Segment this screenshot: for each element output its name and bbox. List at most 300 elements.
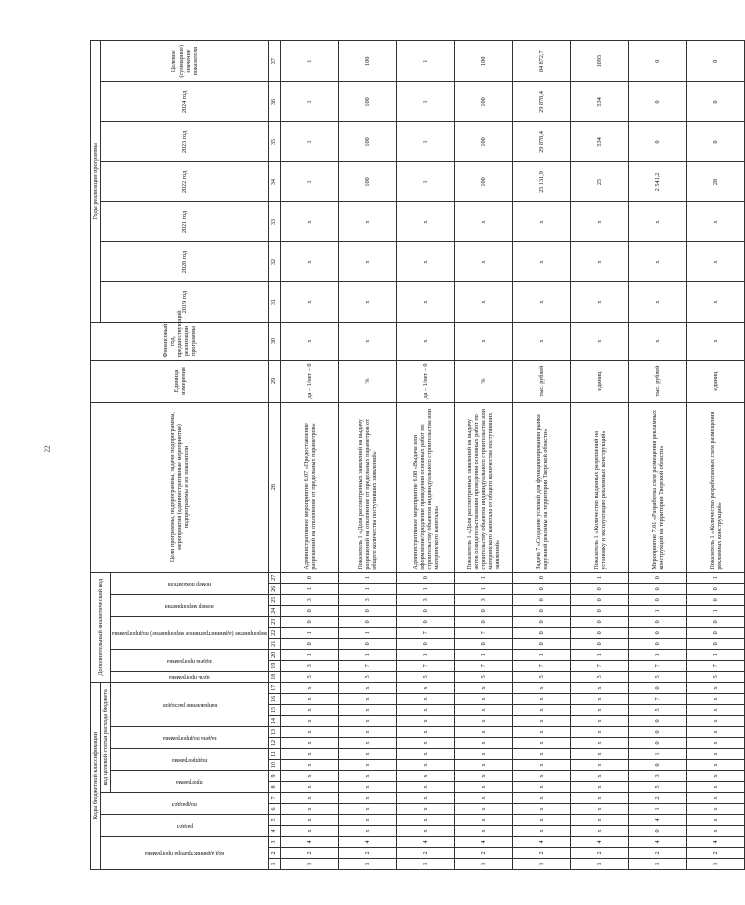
column-number-cell: 36 — [269, 82, 281, 122]
year-2020-cell: х — [281, 242, 339, 282]
column-number-cell: 5 — [269, 815, 281, 826]
code-cell: 5 — [513, 671, 571, 682]
code-cell: х — [455, 682, 513, 693]
code-cell: 0 — [397, 572, 455, 583]
code-cell: х — [571, 782, 629, 793]
code-cell: 0 — [397, 605, 455, 616]
code-cell: х — [397, 749, 455, 760]
code-cell: х — [281, 826, 339, 837]
code-cell: х — [513, 716, 571, 727]
year-2022-cell: 28 — [687, 162, 745, 202]
code-cell: х — [281, 782, 339, 793]
task-code-header: задача программы — [111, 649, 269, 671]
code-cell: х — [687, 760, 745, 771]
column-number-cell: 37 — [269, 41, 281, 82]
unit-cell: % — [339, 360, 397, 402]
code-cell: х — [281, 760, 339, 771]
column-number-cell: 12 — [269, 738, 281, 749]
code-cell: 0 — [455, 638, 513, 649]
code-cell: х — [339, 716, 397, 727]
year-2021-cell: х — [455, 202, 513, 242]
year-2020-cell: х — [513, 242, 571, 282]
name-header: Цели программы, подпрограммы, задачи подпрограммы, мероприятия (административные мероприятия) подпрограммы и их показатели — [91, 402, 269, 572]
code-cell: 0 — [513, 638, 571, 649]
code-cell: 0 — [571, 605, 629, 616]
code-cell: 1 — [629, 749, 687, 760]
code-cell: х — [455, 771, 513, 782]
code-cell: х — [687, 705, 745, 716]
target-cell: 1093 — [571, 41, 629, 82]
code-cell: 0 — [629, 572, 687, 583]
year-2021-cell: х — [687, 202, 745, 242]
code-cell: 2 — [687, 848, 745, 859]
code-cell: 1 — [455, 859, 513, 870]
goal-code-header: цель программы — [111, 671, 269, 682]
code-cell: х — [687, 826, 745, 837]
code-cell: х — [339, 815, 397, 826]
code-cell: 3 — [281, 660, 339, 671]
indicator-no-header: номер показателя — [111, 572, 269, 594]
code-cell: х — [397, 826, 455, 837]
year-2019-cell: х — [687, 282, 745, 322]
code-cell: х — [281, 749, 339, 760]
code-cell: х — [339, 682, 397, 693]
column-number-cell: 7 — [269, 793, 281, 804]
code-cell: 0 — [513, 627, 571, 638]
code-cell: х — [455, 694, 513, 705]
year-2022-cell: 100 — [455, 162, 513, 202]
name-cell: Показатель 1 «Количество выданных разрешений на установку и эксплуатацию рекламных конструкций» — [571, 402, 629, 572]
code-cell: 4 — [455, 837, 513, 848]
code-cell: х — [513, 815, 571, 826]
target-cell: 1 — [281, 41, 339, 82]
code-cell: 1 — [629, 649, 687, 660]
code-cell: х — [513, 727, 571, 738]
code-cell: х — [339, 771, 397, 782]
code-cell: 4 — [281, 837, 339, 848]
unit-cell: тыс. рублей — [513, 360, 571, 402]
year-2024-cell: 534 — [571, 82, 629, 122]
code-cell: х — [513, 793, 571, 804]
code-cell: 0 — [571, 583, 629, 594]
fin-year-cell: х — [513, 322, 571, 360]
code-cell: 5 — [571, 671, 629, 682]
code-cell: 1 — [629, 605, 687, 616]
code-cell: х — [281, 815, 339, 826]
year-2022-header: 2022 год — [101, 162, 269, 202]
code-cell: х — [397, 694, 455, 705]
unit-cell: да – 1/нет – 0 — [281, 360, 339, 402]
year-2023-cell: 1 — [397, 122, 455, 162]
code-cell: 4 — [629, 837, 687, 848]
code-cell: 1 — [339, 583, 397, 594]
code-cell: х — [397, 738, 455, 749]
code-cell: 1 — [339, 859, 397, 870]
unit-cell: % — [455, 360, 513, 402]
year-2019-cell: х — [571, 282, 629, 322]
code-cell: х — [397, 771, 455, 782]
year-2024-cell: 100 — [455, 82, 513, 122]
budget-codes-header: Коды бюджетной классификации — [91, 682, 101, 869]
code-cell: 1 — [397, 583, 455, 594]
year-2020-cell: х — [687, 242, 745, 282]
code-cell: 4 — [687, 837, 745, 848]
fin-year-cell: х — [339, 322, 397, 360]
code-cell: 0 — [687, 627, 745, 638]
code-cell: 3 — [339, 594, 397, 605]
years-group-header: Годы реализации программы — [91, 41, 101, 323]
year-2022-cell: 1 — [281, 162, 339, 202]
column-number-cell: 33 — [269, 202, 281, 242]
year-2023-cell: 534 — [571, 122, 629, 162]
code-cell: 7 — [513, 660, 571, 671]
code-cell: 0 — [629, 738, 687, 749]
year-2023-cell: 0 — [687, 122, 745, 162]
year-2021-cell: х — [571, 202, 629, 242]
article-code-header: код целевой статьи расхода бюджета — [101, 682, 111, 792]
column-number-cell: 25 — [269, 594, 281, 605]
year-2019-cell: х — [513, 282, 571, 322]
code-cell: х — [571, 793, 629, 804]
year-2024-cell: 1 — [281, 82, 339, 122]
code-cell: х — [571, 826, 629, 837]
subsection-header: подраздел — [101, 793, 269, 815]
code-cell: х — [397, 705, 455, 716]
column-number-cell: 34 — [269, 162, 281, 202]
code-cell: 4 — [339, 837, 397, 848]
unit-cell: тыс. рублей — [629, 360, 687, 402]
year-2019-cell: х — [455, 282, 513, 322]
page-number: 22 — [43, 445, 52, 453]
code-cell: 2 — [281, 848, 339, 859]
unit-header: Единица измерения — [91, 360, 269, 402]
code-cell: х — [455, 815, 513, 826]
name-cell: Показатель 1 «Доля рассмотренных заявлений на выдачу разрешений на отклонение от предельных параметров от общего количества поступивших заявлений» — [339, 402, 397, 572]
code-cell: х — [513, 749, 571, 760]
code-cell: х — [339, 793, 397, 804]
column-number-cell: 9 — [269, 771, 281, 782]
code-cell: х — [571, 760, 629, 771]
code-cell: 0 — [513, 594, 571, 605]
code-cell: х — [571, 815, 629, 826]
code-cell: 0 — [629, 760, 687, 771]
code-cell: х — [281, 793, 339, 804]
code-cell: 5 — [281, 671, 339, 682]
column-number-cell: 8 — [269, 782, 281, 793]
code-cell: х — [339, 727, 397, 738]
code-cell: 1 — [281, 583, 339, 594]
name-cell: Административное мероприятие 6.08 «Выдача или оформление/продление проведения основных работ по строительству объектов индивидуального строительства или материнского капитала» — [397, 402, 455, 572]
table-row — [629, 41, 687, 870]
column-number-cell: 1 — [269, 859, 281, 870]
column-number-row — [269, 41, 281, 870]
code-cell: 0 — [513, 616, 571, 627]
year-2021-cell: х — [281, 202, 339, 242]
code-cell: 1 — [397, 649, 455, 660]
name-cell: Задача 7 «Создание условий для функционирования рынка наружной рекламы на территории Тверской области» — [513, 402, 571, 572]
year-2021-cell: х — [397, 202, 455, 242]
direction-code-header: направление расходов — [111, 682, 269, 726]
table-row — [571, 41, 629, 870]
code-cell: 0 — [629, 616, 687, 627]
year-2021-cell: х — [339, 202, 397, 242]
year-2019-cell: х — [281, 282, 339, 322]
code-cell: 7 — [455, 660, 513, 671]
code-cell: 0 — [571, 638, 629, 649]
code-cell: 2 — [629, 793, 687, 804]
code-cell: х — [339, 826, 397, 837]
code-cell: 0 — [281, 616, 339, 627]
code-cell: х — [281, 705, 339, 716]
code-cell: х — [397, 815, 455, 826]
column-number-cell: 10 — [269, 760, 281, 771]
code-cell: х — [687, 782, 745, 793]
code-cell: х — [281, 727, 339, 738]
code-cell: 0 — [513, 605, 571, 616]
name-cell: Мероприятие 7.01 «Разработка схем размещения рекламных конструкций на территории Тверской области» — [629, 402, 687, 572]
code-cell: 4 — [397, 837, 455, 848]
year-2022-cell: 2 541,2 — [629, 162, 687, 202]
code-cell: 0 — [687, 594, 745, 605]
year-2019-cell: х — [397, 282, 455, 322]
code-cell: х — [687, 771, 745, 782]
year-2023-cell: 0 — [629, 122, 687, 162]
column-number-cell: 17 — [269, 682, 281, 693]
column-number-cell: 14 — [269, 716, 281, 727]
column-number-cell: 35 — [269, 122, 281, 162]
code-cell: х — [513, 760, 571, 771]
fin-year-cell: х — [629, 322, 687, 360]
code-cell: 0 — [629, 583, 687, 594]
code-cell: 2 — [629, 848, 687, 859]
task-subprogram-code-header: задача подпрограммы — [111, 727, 269, 749]
unit-cell: да – 1/нет – 0 — [397, 360, 455, 402]
code-cell: 2 — [571, 848, 629, 859]
additional-code-header: Дополнительный аналитический код — [91, 572, 111, 682]
admin-code-header: код администратора программы — [101, 837, 269, 870]
code-cell: 0 — [397, 616, 455, 627]
year-2024-cell: 1 — [397, 82, 455, 122]
code-cell: х — [513, 738, 571, 749]
code-cell: х — [687, 804, 745, 815]
column-number-cell: 32 — [269, 242, 281, 282]
code-cell: 0 — [687, 583, 745, 594]
budget-program-table-sheet — [90, 40, 723, 870]
code-cell: 0 — [455, 605, 513, 616]
code-cell: х — [513, 682, 571, 693]
code-cell: х — [571, 804, 629, 815]
year-2024-cell: 0 — [629, 82, 687, 122]
code-cell: 0 — [571, 616, 629, 627]
column-number-cell: 20 — [269, 649, 281, 660]
code-cell: х — [571, 771, 629, 782]
column-number-cell: 6 — [269, 804, 281, 815]
code-cell: 1 — [455, 649, 513, 660]
year-2020-header: 2020 год — [101, 242, 269, 282]
year-2023-cell: 100 — [455, 122, 513, 162]
code-cell: х — [687, 716, 745, 727]
code-cell: х — [397, 793, 455, 804]
code-cell: 3 — [397, 594, 455, 605]
code-cell: 0 — [629, 682, 687, 693]
code-cell: 0 — [339, 605, 397, 616]
fin-year-cell: х — [455, 322, 513, 360]
code-cell: 7 — [687, 660, 745, 671]
column-number-cell: 30 — [269, 322, 281, 360]
program-code-header: программа — [111, 771, 269, 793]
code-cell: х — [571, 727, 629, 738]
event-no-header: номер мероприятия — [111, 594, 269, 616]
column-number-cell: 26 — [269, 583, 281, 594]
code-cell: 2 — [455, 848, 513, 859]
code-cell: х — [513, 771, 571, 782]
code-cell: 0 — [629, 727, 687, 738]
code-cell: 5 — [629, 782, 687, 793]
code-cell: 1 — [339, 572, 397, 583]
code-cell: х — [281, 738, 339, 749]
code-cell: х — [397, 760, 455, 771]
code-cell: 0 — [629, 627, 687, 638]
code-cell: 1 — [513, 859, 571, 870]
column-number-cell: 2 — [269, 848, 281, 859]
code-cell: 4 — [513, 837, 571, 848]
code-cell: 5 — [339, 671, 397, 682]
code-cell: 7 — [397, 660, 455, 671]
column-number-cell: 4 — [269, 826, 281, 837]
column-number-cell: 15 — [269, 705, 281, 716]
column-number-cell: 23 — [269, 616, 281, 627]
code-cell: 1 — [339, 627, 397, 638]
code-cell: х — [339, 705, 397, 716]
column-number-cell: 21 — [269, 638, 281, 649]
code-cell: х — [397, 682, 455, 693]
code-cell: 0 — [687, 638, 745, 649]
code-cell: 1 — [455, 572, 513, 583]
code-cell: х — [571, 716, 629, 727]
year-2022-cell: 25 131,9 — [513, 162, 571, 202]
code-cell: 1 — [513, 649, 571, 660]
code-cell: х — [397, 716, 455, 727]
column-number-cell: 3 — [269, 837, 281, 848]
code-cell: 1 — [281, 859, 339, 870]
year-2019-cell: х — [339, 282, 397, 322]
year-2024-cell: 100 — [339, 82, 397, 122]
code-cell: 0 — [281, 605, 339, 616]
column-number-cell: 31 — [269, 282, 281, 322]
fin-year-header: Финансовый год, предшествующий реализации программы — [91, 322, 269, 360]
table-row — [687, 41, 745, 870]
table-row — [513, 41, 571, 870]
code-cell: 4 — [629, 815, 687, 826]
column-number-cell: 19 — [269, 660, 281, 671]
year-2024-header: 2024 год — [101, 82, 269, 122]
code-cell: 2 — [513, 848, 571, 859]
code-cell: х — [339, 749, 397, 760]
unit-cell: единиц — [687, 360, 745, 402]
code-cell: 2 — [339, 848, 397, 859]
code-cell: 1 — [455, 583, 513, 594]
code-cell: х — [281, 682, 339, 693]
code-cell: х — [513, 782, 571, 793]
code-cell: 1 — [339, 649, 397, 660]
code-cell: 0 — [455, 616, 513, 627]
year-2019-header: 2019 год — [101, 282, 269, 322]
code-cell: 0 — [629, 638, 687, 649]
code-cell: 7 — [629, 660, 687, 671]
code-cell: х — [513, 804, 571, 815]
table-row — [281, 41, 339, 870]
year-2023-cell: 1 — [281, 122, 339, 162]
event-code-header: мероприятие (административное мероприятие) подпрограммы — [111, 616, 269, 649]
code-cell: 3 — [281, 594, 339, 605]
code-cell: х — [687, 727, 745, 738]
column-number-cell: 22 — [269, 627, 281, 638]
code-cell: х — [571, 705, 629, 716]
name-cell: Показатель 1 «Доля рассмотренных заявлений на выдачу актов освидетельствования проведения основных работ по строительству объектов индивидуального строительства или материнского капитала от общего количества поступивших заявлений» — [455, 402, 513, 572]
header-row-1 — [91, 41, 101, 870]
code-cell: 5 — [687, 671, 745, 682]
code-cell: 3 — [455, 594, 513, 605]
code-cell: 1 — [687, 572, 745, 583]
code-cell: х — [339, 760, 397, 771]
year-2023-cell: 100 — [339, 122, 397, 162]
year-2024-cell: 29 870,4 — [513, 82, 571, 122]
code-cell: х — [455, 826, 513, 837]
code-cell: 0 — [513, 572, 571, 583]
code-cell: х — [455, 760, 513, 771]
year-2020-cell: х — [571, 242, 629, 282]
code-cell: 3 — [629, 771, 687, 782]
year-2023-header: 2023 год — [101, 122, 269, 162]
code-cell: х — [397, 727, 455, 738]
year-2020-cell: х — [339, 242, 397, 282]
code-cell: 0 — [281, 572, 339, 583]
name-cell: Показатель 1 «Количество разработанных схем размещения рекламных конструкций» — [687, 402, 745, 572]
code-cell: х — [339, 694, 397, 705]
fin-year-cell: х — [687, 322, 745, 360]
code-cell: 2 — [397, 848, 455, 859]
column-number-cell: 13 — [269, 727, 281, 738]
code-cell: х — [281, 804, 339, 815]
code-cell: х — [455, 727, 513, 738]
code-cell: 0 — [339, 616, 397, 627]
year-2020-cell: х — [629, 242, 687, 282]
code-cell: 5 — [629, 671, 687, 682]
table-row — [397, 41, 455, 870]
code-cell: х — [687, 738, 745, 749]
column-number-cell: 28 — [269, 402, 281, 572]
code-cell: х — [455, 804, 513, 815]
section-header: раздел — [101, 815, 269, 837]
year-2021-header: 2021 год — [101, 202, 269, 242]
target-header: Целевое (суммарное) значение показателя — [101, 41, 269, 82]
code-cell: х — [687, 694, 745, 705]
code-cell: 5 — [629, 705, 687, 716]
code-cell: х — [339, 738, 397, 749]
year-2022-cell: 1 — [397, 162, 455, 202]
code-cell: х — [571, 694, 629, 705]
code-cell: х — [513, 705, 571, 716]
target-cell: 100 — [339, 41, 397, 82]
code-cell: 1 — [281, 627, 339, 638]
unit-cell: единиц — [571, 360, 629, 402]
code-cell: 1 — [281, 649, 339, 660]
fin-year-cell: х — [397, 322, 455, 360]
code-cell: х — [281, 716, 339, 727]
code-cell: 0 — [397, 638, 455, 649]
code-cell: 7 — [455, 627, 513, 638]
code-cell: 1 — [687, 649, 745, 660]
